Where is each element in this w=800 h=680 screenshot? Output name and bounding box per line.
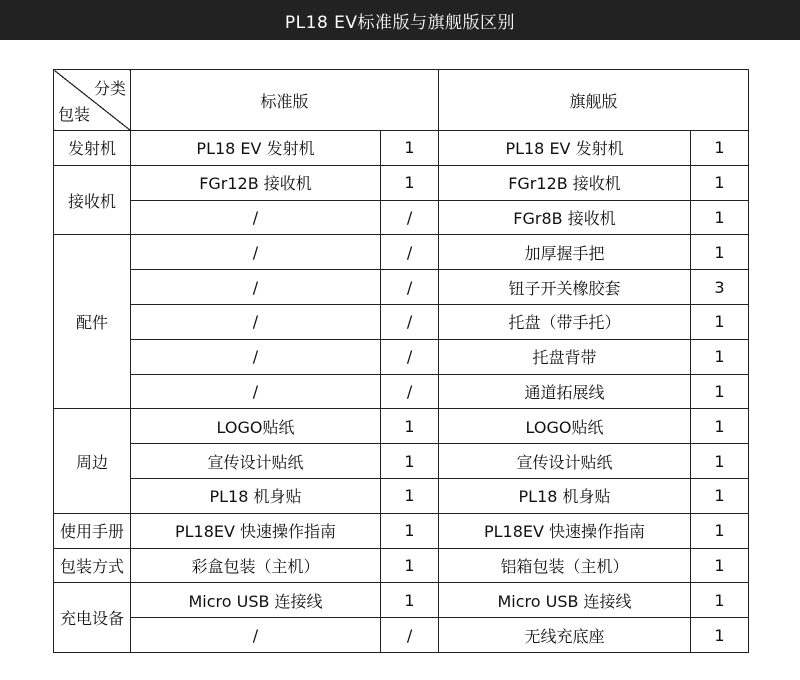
standard-qty-cell: /: [381, 235, 439, 270]
table-row: [54, 478, 749, 513]
flagship-qty-cell: 1: [691, 583, 749, 618]
table-row: [54, 200, 749, 235]
flagship-qty-cell: 1: [691, 339, 749, 374]
flagship-qty-cell: 1: [691, 235, 749, 270]
standard-item-cell: PL18 EV 发射机: [131, 131, 381, 166]
standard-qty-cell: /: [381, 339, 439, 374]
flagship-qty-cell: 1: [691, 374, 749, 409]
standard-item-cell: Micro USB 连接线: [131, 583, 381, 618]
table-row: [54, 548, 749, 583]
title-bar: [0, 0, 800, 40]
flagship-qty-cell: 1: [691, 200, 749, 235]
flagship-item-cell: 无线充底座: [439, 618, 691, 653]
table-row: [54, 444, 749, 479]
standard-item-cell: /: [131, 200, 381, 235]
flagship-qty-cell: 1: [691, 304, 749, 339]
standard-qty-cell: 1: [381, 165, 439, 200]
flagship-item-cell: LOGO贴纸: [439, 409, 691, 444]
standard-item-cell: /: [131, 304, 381, 339]
flagship-item-cell: 加厚握手把: [439, 235, 691, 270]
diagonal-header-cell: [54, 70, 131, 131]
standard-item-cell: /: [131, 618, 381, 653]
table-row: [54, 270, 749, 305]
category-cell: 配件: [54, 235, 131, 409]
flagship-qty-cell: 3: [691, 270, 749, 305]
standard-qty-cell: 1: [381, 409, 439, 444]
standard-item-cell: PL18EV 快速操作指南: [131, 513, 381, 548]
standard-item-cell: /: [131, 235, 381, 270]
standard-qty-cell: /: [381, 374, 439, 409]
flagship-item-cell: Micro USB 连接线: [439, 583, 691, 618]
flagship-qty-cell: 1: [691, 131, 749, 166]
standard-item-cell: 彩盒包装（主机）: [131, 548, 381, 583]
table-row: [54, 374, 749, 409]
flagship-item-cell: 铝箱包装（主机）: [439, 548, 691, 583]
page-title: PL18 EV标准版与旗舰版区别: [284, 12, 516, 33]
flagship-qty-cell: 1: [691, 548, 749, 583]
category-cell: 充电设备: [54, 583, 131, 653]
flagship-item-cell: PL18 EV 发射机: [439, 131, 691, 166]
table-row: [54, 339, 749, 374]
flagship-item-cell: 通道拓展线: [439, 374, 691, 409]
flagship-item-cell: FGr12B 接收机: [439, 165, 691, 200]
standard-item-cell: /: [131, 374, 381, 409]
standard-item-cell: /: [131, 270, 381, 305]
standard-qty-cell: /: [381, 270, 439, 305]
flagship-qty-cell: 1: [691, 513, 749, 548]
standard-qty-cell: 1: [381, 513, 439, 548]
flagship-qty-cell: 1: [691, 409, 749, 444]
standard-qty-cell: 1: [381, 444, 439, 479]
standard-item-cell: PL18 机身贴: [131, 478, 381, 513]
flagship-qty-cell: 1: [691, 618, 749, 653]
category-cell: 周边: [54, 409, 131, 513]
flagship-item-cell: 钮子开关橡胶套: [439, 270, 691, 305]
table-row: [54, 409, 749, 444]
standard-qty-cell: 1: [381, 583, 439, 618]
standard-qty-cell: /: [381, 618, 439, 653]
flagship-item-cell: FGr8B 接收机: [439, 200, 691, 235]
table-row: [54, 165, 749, 200]
table-row: [54, 304, 749, 339]
packaging-header-label: 包装: [58, 105, 91, 124]
flagship-item-cell: PL18EV 快速操作指南: [439, 513, 691, 548]
flagship-item-cell: 托盘（带手托）: [439, 304, 691, 339]
category-header-label: 分类: [93, 79, 126, 98]
standard-qty-cell: 1: [381, 131, 439, 166]
table-row: [54, 131, 749, 166]
category-cell: 接收机: [54, 165, 131, 235]
flagship-version-header: 旗舰版: [439, 70, 749, 131]
flagship-qty-cell: 1: [691, 165, 749, 200]
standard-qty-cell: /: [381, 200, 439, 235]
category-cell: 使用手册: [54, 513, 131, 548]
standard-item-cell: FGr12B 接收机: [131, 165, 381, 200]
table-row: [54, 618, 749, 653]
standard-version-header: 标准版: [131, 70, 439, 131]
table-row: [54, 513, 749, 548]
standard-qty-cell: /: [381, 304, 439, 339]
standard-qty-cell: 1: [381, 548, 439, 583]
flagship-item-cell: PL18 机身贴: [439, 478, 691, 513]
flagship-qty-cell: 1: [691, 444, 749, 479]
category-cell: 发射机: [54, 131, 131, 166]
standard-qty-cell: 1: [381, 478, 439, 513]
comparison-table: [53, 69, 749, 653]
standard-item-cell: /: [131, 339, 381, 374]
flagship-item-cell: 托盘背带: [439, 339, 691, 374]
standard-item-cell: LOGO贴纸: [131, 409, 381, 444]
table-row: [54, 235, 749, 270]
flagship-qty-cell: 1: [691, 478, 749, 513]
table-row: [54, 583, 749, 618]
flagship-item-cell: 宣传设计贴纸: [439, 444, 691, 479]
category-cell: 包装方式: [54, 548, 131, 583]
standard-item-cell: 宣传设计贴纸: [131, 444, 381, 479]
header-row: [54, 70, 749, 131]
